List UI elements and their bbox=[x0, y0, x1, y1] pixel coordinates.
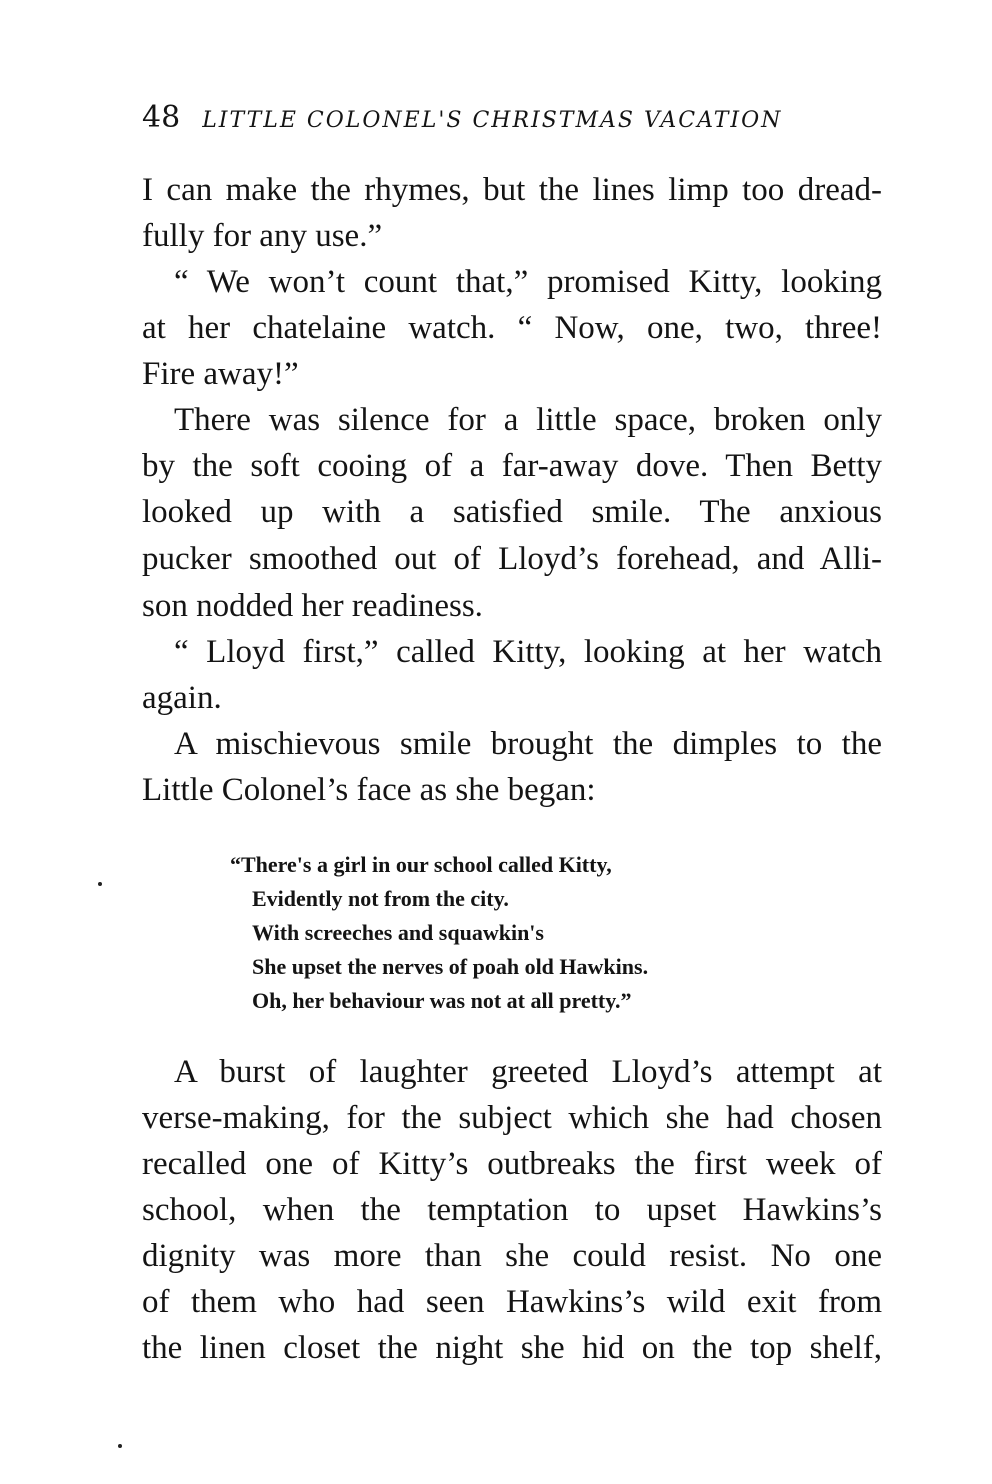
verse-line: Evidently not from the city. bbox=[252, 886, 509, 911]
text-line: dignity was more than she could resist. No one bbox=[142, 1238, 882, 1274]
page-number: 48 bbox=[142, 100, 181, 135]
text-line: by the soft cooing of a far-away dove. Then Betty bbox=[142, 448, 882, 484]
text-line: fully for any use.” bbox=[142, 218, 383, 254]
text-line: recalled one of Kitty’s outbreaks the first week of bbox=[142, 1146, 882, 1182]
text-line: “ We won’t count that,” promised Kitty, looking bbox=[174, 264, 882, 300]
page-header bbox=[142, 100, 882, 140]
verse-line: “There's a girl in our school called Kitty, bbox=[230, 852, 612, 877]
text-line: verse-making, for the subject which she had chosen bbox=[142, 1100, 882, 1136]
ink-speck bbox=[118, 1444, 122, 1448]
text-line: school, when the temptation to upset Hawkins’s bbox=[142, 1192, 882, 1228]
text-line: the linen closet the night she hid on the top shelf, bbox=[142, 1330, 882, 1366]
text-line: pucker smoothed out of Lloyd’s forehead, and Alli- bbox=[142, 541, 882, 577]
ink-speck bbox=[98, 882, 102, 886]
text-line: looked up with a satisfied smile. The anxious bbox=[142, 494, 882, 530]
text-line: There was silence for a little space, broken only bbox=[174, 402, 882, 438]
verse-line: With screeches and squawkin's bbox=[252, 920, 544, 945]
text-line: of them who had seen Hawkins’s wild exit from bbox=[142, 1284, 882, 1320]
verse-line: She upset the nerves of poah old Hawkins. bbox=[252, 954, 649, 979]
text-line: again. bbox=[142, 680, 222, 716]
text-line: A burst of laughter greeted Lloyd’s attempt at bbox=[174, 1054, 882, 1090]
text-line: Fire away!” bbox=[142, 356, 299, 392]
text-line: son nodded her readiness. bbox=[142, 588, 483, 624]
text-line: Little Colonel’s face as she began: bbox=[142, 772, 596, 808]
text-line: at her chatelaine watch. “ Now, one, two, three! bbox=[142, 310, 882, 346]
text-line: I can make the rhymes, but the lines limp too dread- bbox=[142, 172, 882, 208]
text-line: A mischievous smile brought the dimples to the bbox=[174, 726, 882, 762]
running-title: LITTLE COLONEL'S CHRISTMAS VACATION bbox=[202, 108, 783, 133]
text-line: “ Lloyd first,” called Kitty, looking at her watch bbox=[174, 634, 882, 670]
verse-line: Oh, her behaviour was not at all pretty.” bbox=[252, 988, 632, 1013]
